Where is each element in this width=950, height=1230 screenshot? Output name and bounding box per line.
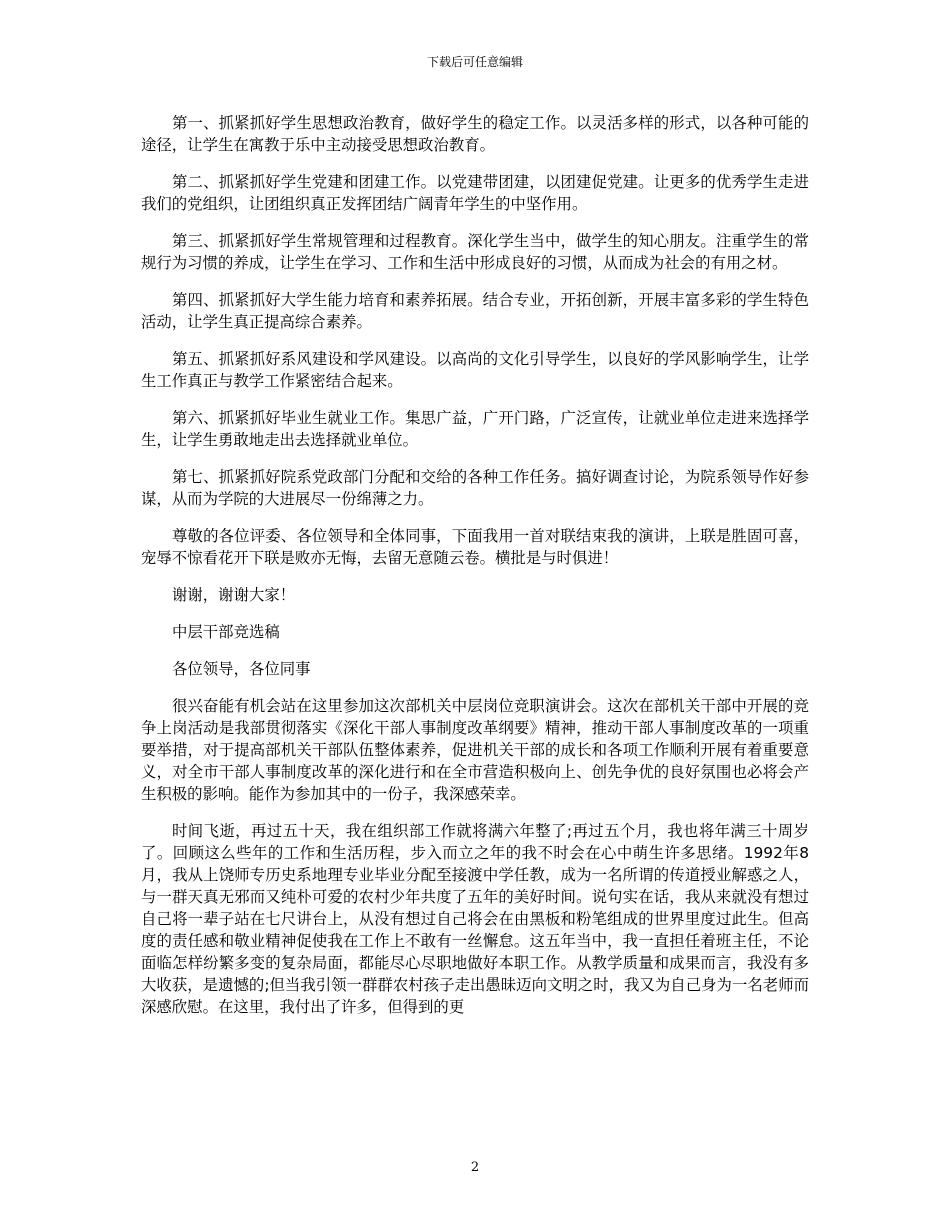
paragraph: 第一、抓紧抓好学生思想政治教育，做好学生的稳定工作。以灵活多样的形式，以各种可能的途径，让学生在寓教于乐中主动接受思想政治教育。 (141, 114, 809, 154)
page-header: 下载后可任意编辑 (426, 55, 523, 69)
paragraph: 第五、抓紧抓好系风建设和学风建设。以高尚的文化引导学生，以良好的学风影响学生，让学生工作真正与教学工作紧密结合起来。 (141, 350, 809, 390)
paragraph: 第二、抓紧抓好学生党建和团建工作。以党建带团建，以团建促党建。让更多的优秀学生走进我们的党组织，让团组织真正发挥团结广阔青年学生的中坚作用。 (141, 173, 809, 213)
closing-thanks: 谢谢，谢谢大家！ (172, 586, 296, 604)
paragraph: 尊敬的各位评委、各位领导和全体同事，下面我用一首对联结束我的演讲，上联是胜固可喜，宠辱不惊看花开下联是败亦无悔，去留无意随云卷。横批是与时俱进！ (141, 527, 809, 567)
paragraph: 很兴奋能有机会站在这里参加这次部机关中层岗位竞职演讲会。这次在部机关干部中开展的竞争上岗活动是我部贯彻落实《深化干部人事制度改革纲要》精神，推动干部人事制度改革的一项重要举措，对于提高部机关干部队伍整体素养，促进机关干部的成长和各项工作顺利开展有着重要意义，对全市干部人事制度改革的深化进行和在全市营造积极向上、创先争优的良好氛围也必将会产生积极的影响。能作为参加其中的一份子，我深感荣幸。 (141, 697, 809, 803)
paragraph: 第六、抓紧抓好毕业生就业工作。集思广益，广开门路，广泛宣传，让就业单位走进来选择学生，让学生勇敢地走出去选择就业单位。 (141, 409, 809, 449)
document-body (141, 112, 809, 1033)
page-number: 2 (470, 1160, 480, 1175)
paragraph: 第三、抓紧抓好学生常规管理和过程教育。深化学生当中，做学生的知心朋友。注重学生的常规行为习惯的养成，让学生在学习、工作和生活中形成良好的习惯，从而成为社会的有用之材。 (141, 232, 809, 272)
paragraph: 时间飞逝，再过五十天，我在组织部工作就将满六年整了;再过五个月，我也将年满三十周岁了。回顾这么些年的工作和生活历程，步入而立之年的我不时会在心中萌生许多思绪。1992年8月，我从上饶师专历史系地理专业毕业分配至接渡中学任教，成为一名所谓的传道授业解惑之人，与一群天真无邪而又纯朴可爱的农村少年共度了五年的美好时间。说句实在话，我从来就没有想过自己将一辈子站在七尺讲台上，从没有想过自己将会在由黑板和粉笔组成的世界里度过此生。但高度的责任感和敬业精神促使我在工作上不敢有一丝懈怠。这五年当中，我一直担任着班主任，不论面临怎样纷繁多变的复杂局面，都能尽心尽职地做好本职工作。从教学质量和成果而言，我没有多大收获，是遗憾的;但当我引领一群群农村孩子走出愚昧迈向文明之时，我又为自己身为一名老师而深感欣慰。在这里，我付出了许多，但得到的更 (141, 822, 809, 1016)
section-title: 中层干部竞选稿 (172, 623, 280, 641)
paragraph: 第七、抓紧抓好院系党政部门分配和交给的各种工作任务。搞好调查讨论，为院系领导作好参谋，从而为学院的大进展尽一份绵薄之力。 (141, 468, 809, 508)
paragraph: 第四、抓紧抓好大学生能力培育和素养拓展。结合专业，开拓创新，开展丰富多彩的学生特色活动，让学生真正提高综合素养。 (141, 291, 809, 331)
salutation: 各位领导，各位同事 (172, 660, 311, 678)
